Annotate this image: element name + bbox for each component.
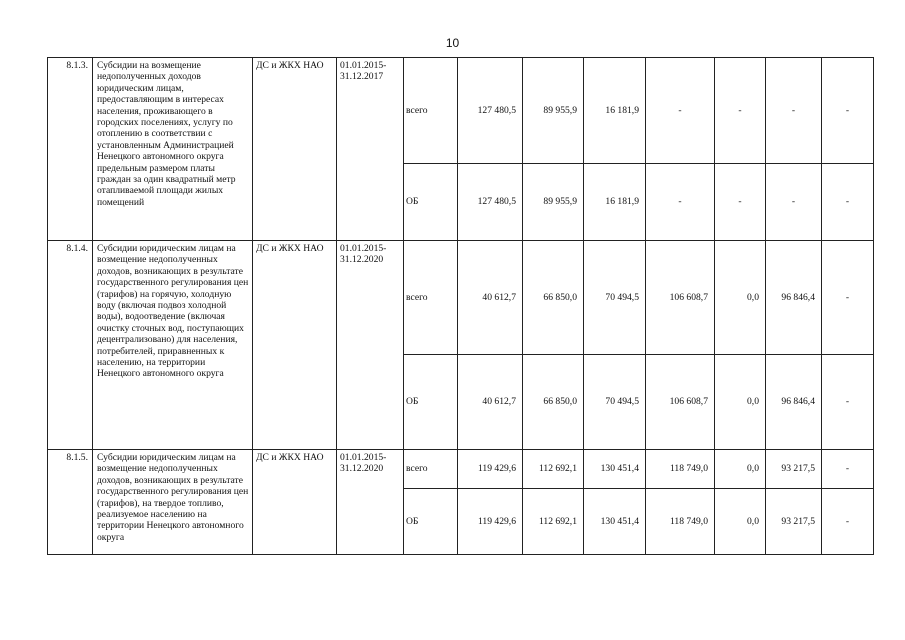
table-row — [48, 58, 874, 164]
value-cell: - — [822, 241, 874, 355]
value-cell: 89 955,9 — [523, 58, 584, 164]
value-cell: - — [822, 355, 874, 450]
value-cell: - — [822, 489, 874, 555]
program-table — [47, 57, 874, 555]
item-period: 01.01.2015-31.12.2020 — [337, 241, 404, 450]
value-cell: 119 429,6 — [458, 450, 523, 489]
value-cell: 119 429,6 — [458, 489, 523, 555]
value-cell: 40 612,7 — [458, 241, 523, 355]
item-description: Субсидии юридическим лицам на возмещение недополученных доходов, возникающих в результате государственного регулирования цен (тарифов), на твердое топливо, реализуемое населению на территории Ненецкого автономного округа — [93, 450, 253, 555]
value-cell: 96 846,4 — [766, 355, 822, 450]
item-period: 01.01.2015-31.12.2017 — [337, 58, 404, 241]
table-row — [48, 450, 874, 489]
item-responsible: ДС и ЖКХ НАО — [253, 450, 337, 555]
value-cell: 118 749,0 — [646, 489, 715, 555]
funding-source: всего — [404, 58, 458, 164]
value-cell: 112 692,1 — [523, 450, 584, 489]
value-cell: 0,0 — [715, 355, 766, 450]
value-cell: - — [715, 164, 766, 241]
value-cell: 118 749,0 — [646, 450, 715, 489]
value-cell: - — [822, 164, 874, 241]
item-number: 8.1.4. — [48, 241, 93, 450]
value-cell: 93 217,5 — [766, 489, 822, 555]
value-cell: 130 451,4 — [584, 489, 646, 555]
item-description: Субсидии на возмещение недополученных доходов юридическим лицам, предоставляющим в интересах населения, проживающего в городских поселениях, услугу по отоплению в соответствии с установленным Администрацией Ненецкого автономного округа предельным размером платы граждан за один квадратный метр отапливаемой площади жилых помещений — [93, 58, 253, 241]
value-cell: 66 850,0 — [523, 355, 584, 450]
item-number: 8.1.5. — [48, 450, 93, 555]
value-cell: 93 217,5 — [766, 450, 822, 489]
table-row — [48, 241, 874, 355]
value-cell: 16 181,9 — [584, 58, 646, 164]
value-cell: 70 494,5 — [584, 355, 646, 450]
funding-source: ОБ — [404, 355, 458, 450]
value-cell: 106 608,7 — [646, 241, 715, 355]
value-cell: 40 612,7 — [458, 355, 523, 450]
value-cell: 106 608,7 — [646, 355, 715, 450]
value-cell: - — [646, 58, 715, 164]
value-cell: - — [822, 450, 874, 489]
value-cell: 70 494,5 — [584, 241, 646, 355]
item-period: 01.01.2015-31.12.2020 — [337, 450, 404, 555]
page-number: 10 — [445, 36, 460, 50]
value-cell: - — [715, 58, 766, 164]
value-cell: - — [766, 58, 822, 164]
value-cell: 96 846,4 — [766, 241, 822, 355]
value-cell: 89 955,9 — [523, 164, 584, 241]
value-cell: 0,0 — [715, 450, 766, 489]
item-number: 8.1.3. — [48, 58, 93, 241]
value-cell: 0,0 — [715, 241, 766, 355]
value-cell: 127 480,5 — [458, 164, 523, 241]
value-cell: 66 850,0 — [523, 241, 584, 355]
value-cell: 16 181,9 — [584, 164, 646, 241]
funding-source: ОБ — [404, 489, 458, 555]
value-cell: 127 480,5 — [458, 58, 523, 164]
value-cell: 130 451,4 — [584, 450, 646, 489]
funding-source: всего — [404, 450, 458, 489]
item-description: Субсидии юридическим лицам на возмещение недополученных доходов, возникающих в результате государственного регулирования цен (тарифов) на горячую, холодную воду (включая подвоз холодной воды), водоотведение (включая очистку сточных вод, поступающих децентрализовано) для населения, потребителей, приравненных к населению, на территории Ненецкого автономного округа — [93, 241, 253, 450]
funding-source: ОБ — [404, 164, 458, 241]
value-cell: - — [766, 164, 822, 241]
funding-source: всего — [404, 241, 458, 355]
item-responsible: ДС и ЖКХ НАО — [253, 241, 337, 450]
value-cell: 0,0 — [715, 489, 766, 555]
item-responsible: ДС и ЖКХ НАО — [253, 58, 337, 241]
value-cell: - — [646, 164, 715, 241]
value-cell: - — [822, 58, 874, 164]
value-cell: 112 692,1 — [523, 489, 584, 555]
